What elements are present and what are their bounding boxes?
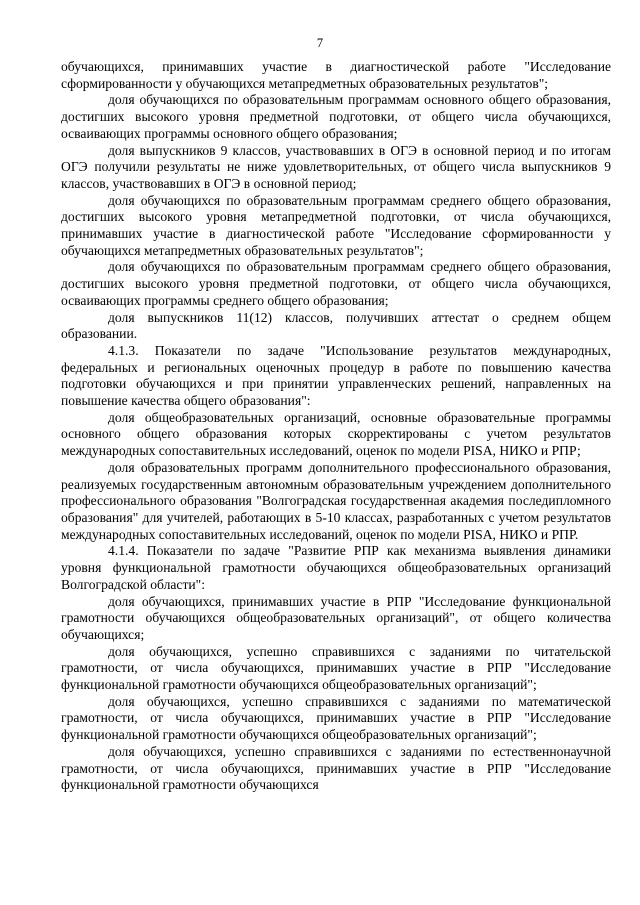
section-heading-4-1-4: 4.1.4. Показатели по задаче "Развитие РПР как механизма выявления динамики уровня функциональной грамотности обучающихся общеобразовательных организаций Волгоградской области": [61,543,611,592]
section-heading-4-1-3: 4.1.3. Показатели по задаче "Использование результатов международных, федеральных и региональных оценочных процедур в работе по повышению качества подготовки обучающихся и при принятии управленческих решений, направленных на повышение качества общего образования": [61,342,611,409]
paragraph-indicator: доля общеобразовательных организаций, основные образовательные программы основного общего образования которых скорректированы с учетом результатов международных сопоставительных исследований, оценок по модели PISA, НИКО и РПР; [61,409,611,459]
paragraph-indicator: доля обучающихся, принимавших участие в РПР "Исследование функциональной грамотности обучающихся общеобразовательных организаций", от общего количества обучающихся; [61,593,611,642]
page-number: 7 [316,36,324,50]
paragraph-indicator: доля обучающихся, успешно справившихся с заданиями по естественнонаучной грамотности, от числа обучающихся, принимавших участие в РПР "Исследование функциональной грамотности обучающихся [61,743,611,793]
paragraph-indicator: доля обучающихся, успешно справившихся с заданиями по читательской грамотности, от числа обучающихся, принимавших участие в РПР "Исследование функциональной грамотности обучающихся общеобразовательных организаций"; [61,643,611,693]
paragraph-indicator: доля обучающихся по образовательным программам среднего общего образования, достигших высокого уровня метапредметной подготовки, от числа обучающихся, принимавших участие в диагностической работе "Исследование сформированности у обучающихся метапредметных образовательных результатов"; [61,192,611,258]
paragraph-continuation: обучающихся, принимавших участие в диагностической работе "Исследование сформированности у обучающихся метапредметных образовательных результатов"; [61,59,611,91]
paragraph-indicator: доля обучающихся, успешно справившихся с заданиями по математической грамотности, от числа обучающихся, принимавших участие в РПР "Исследование функциональной грамотности обучающихся общеобразовательных организаций"; [61,693,611,743]
document-body [61,59,611,794]
paragraph-indicator: доля выпускников 9 классов, участвовавших в ОГЭ в основной период и по итогам ОГЭ получили результаты не ниже удовлетворительных, от общего числа выпускников 9 классов, участвовавших в ОГЭ в основной период; [61,142,611,191]
paragraph-indicator: доля образовательных программ дополнительного профессионального образования, реализуемых государственным автономным образовательным учреждением дополнительного профессионального образования "Волгоградская государственная академия последипломного образования" для учителей, работающих в 5-10 классах, разработанных с учетом результатов международных сопоставительных исследований, оценок по модели PISA, НИКО и РПР. [61,459,611,542]
paragraph-indicator: доля обучающихся по образовательным программам основного общего образования, достигших высокого уровня предметной подготовки, от общего числа обучающихся, осваивающих программы основного общего образования; [61,92,611,141]
paragraph-indicator: доля выпускников 11(12) классов, получивших аттестат о среднем общем образовании. [61,309,611,342]
paragraph-indicator: доля обучающихся по образовательным программам среднего общего образования, достигших высокого уровня предметной подготовки, от общего числа обучающихся, осваивающих программы среднего общего образования; [61,259,611,308]
